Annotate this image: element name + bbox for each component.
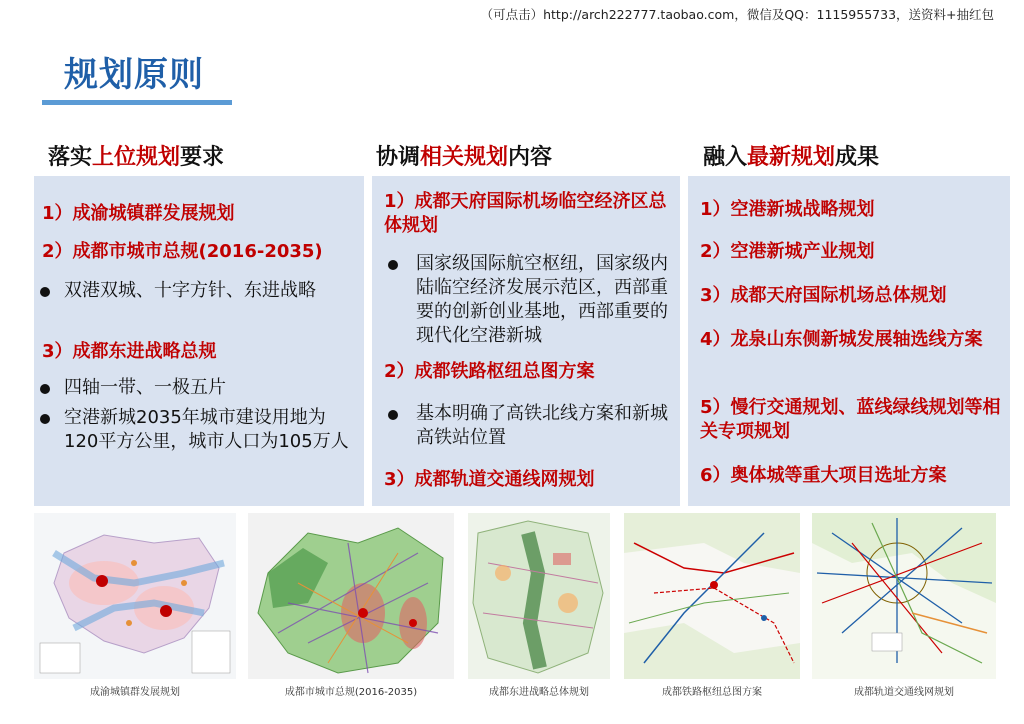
panel1-bullet-3 [34,406,356,454]
column-heading-3 [703,140,879,171]
heading-3-post: 成果 [835,145,880,170]
heading-2-post: 内容 [508,145,553,170]
bullet-dot-icon [40,287,50,297]
panel3-heading-4: 4）龙泉山东侧新城发展轴选线方案 [700,329,983,350]
panel2-bullet-1 [372,252,678,348]
caption-map-4: 成都铁路枢纽总图方案 [662,687,762,698]
bullet-dot-icon [40,384,50,394]
panel3-heading-1: 1）空港新城战略规划 [700,199,875,220]
map-east-strategy-graphic [468,513,610,679]
panel2-bullet-2 [372,402,678,450]
panel1-bullet-2-text: 四轴一带、一极五片 [64,377,226,398]
panel-related-planning [372,176,680,506]
column-heading-2 [376,140,552,171]
title-underline [42,100,232,105]
heading-2-pre: 协调 [376,145,421,170]
panel2-heading-2: 2）成都铁路枢纽总图方案 [384,361,595,382]
panel1-heading-3: 3）成都东进战略总规 [42,341,217,362]
map-east-strategy[interactable] [468,513,610,679]
heading-1-highlight: 上位规划 [92,145,181,170]
panel-latest-planning [688,176,1010,506]
panel-superior-planning [34,176,364,506]
heading-2-highlight: 相关规划 [420,145,509,170]
map-chengdu-master-plan[interactable] [248,513,454,679]
panel3-heading-6: 6）奥体城等重大项目选址方案 [700,465,947,486]
heading-3-highlight: 最新规划 [747,145,836,170]
panel3-heading-5: 5）慢行交通规划、蓝线绿线规划等相关专项规划 [700,397,1001,442]
map-railway-hub[interactable] [624,513,800,679]
top-note[interactable]: （可点击）http://arch222777.taobao.com，微信及QQ：1115955733，送资料+抽红包 [480,7,994,22]
panel1-bullet-1 [34,279,356,303]
panel1-bullet-3-text: 空港新城2035年城市建设用地为120平方公里，城市人口为105万人 [64,407,349,452]
map-chengdu-master-plan-graphic [248,513,454,679]
page-title: 规划原则 [64,55,204,95]
caption-map-1: 成渝城镇群发展规划 [90,687,180,698]
panel2-bullet-1-text: 国家级国际航空枢纽，国家级内陆临空经济发展示范区，西部重要的创新创业基地，西部重要的现代化空港新城 [416,253,668,346]
bullet-dot-icon [388,260,398,270]
panel2-heading-3: 3）成都轨道交通线网规划 [384,469,595,490]
caption-map-5: 成都轨道交通线网规划 [854,687,954,698]
panel2-heading-1: 1）成都天府国际机场临空经济区总体规划 [384,191,667,236]
heading-1-pre: 落实 [48,145,93,170]
map-rail-transit[interactable] [812,513,996,679]
bullet-dot-icon [40,414,50,424]
map-rail-transit-graphic [812,513,996,679]
panel1-heading-1: 1）成渝城镇群发展规划 [42,203,235,224]
caption-map-3: 成都东进战略总体规划 [489,687,589,698]
panel2-bullet-2-text: 基本明确了高铁北线方案和新城高铁站位置 [416,403,668,448]
map-chengyu-cluster[interactable] [34,513,236,679]
heading-3-pre: 融入 [703,145,748,170]
panel1-heading-2: 2）成都市城市总规(2016-2035) [42,241,323,262]
caption-map-2: 成都市城市总规(2016-2035) [284,687,418,698]
title-block [42,52,232,105]
heading-1-post: 要求 [180,145,225,170]
map-railway-hub-graphic [624,513,800,679]
map-chengyu-cluster-graphic [34,513,236,679]
panel1-bullet-2 [34,376,356,400]
bullet-dot-icon [388,410,398,420]
panel1-bullet-1-text: 双港双城、十字方针、东进战略 [64,280,316,301]
column-heading-1 [48,140,224,171]
map-thumbnails [30,513,1010,679]
panel3-heading-3: 3）成都天府国际机场总体规划 [700,285,947,306]
panel3-heading-2: 2）空港新城产业规划 [700,241,875,262]
